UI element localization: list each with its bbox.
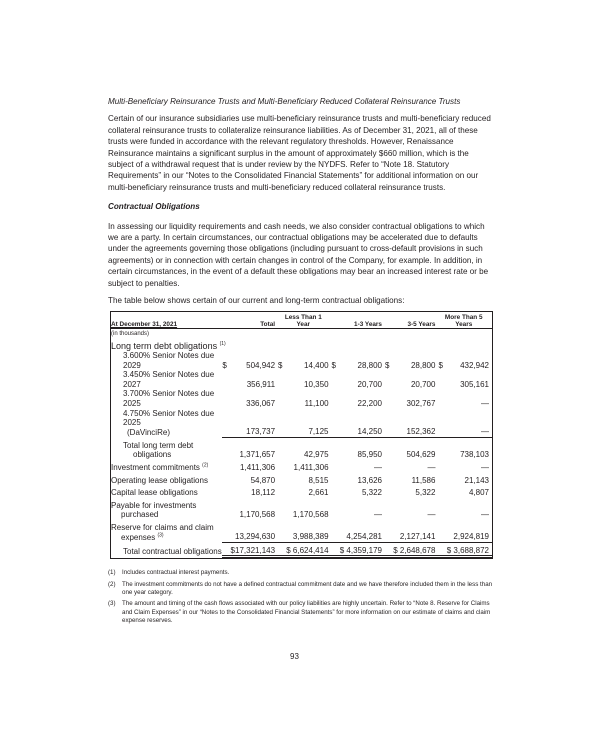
cell-value: 1,371,657 xyxy=(239,450,276,460)
dollar-sign xyxy=(332,542,340,557)
row-label-text: (DaVinciRe) xyxy=(127,427,170,437)
paragraph-contractual: In assessing our liquidity requirements and cash needs, we also consider contractual obligations to which we are a party. In certain circumstances, our contractual obligations may be accelerated due to defaults under the agreements governing those obligations (including pursuant to cross-default provisions in such agreements) or in connection with certain changes in control of the Company, for example. In addition, in certain circumstances, in the event of a default these obligations may bear an increased interest rate or be subject to penalties. xyxy=(108,221,489,288)
row-label-text: Total contractual obligations xyxy=(123,547,222,557)
dollar-sign xyxy=(278,473,286,486)
table-row xyxy=(111,409,492,438)
header-date: At December 31, 2021 xyxy=(111,312,222,329)
ltd-label xyxy=(111,339,492,352)
row-label-text: 3.450% Senior Notes due 2027 xyxy=(123,370,215,389)
header-total: Total xyxy=(222,312,278,329)
table-row xyxy=(111,389,492,408)
table-row xyxy=(111,498,492,520)
table-row xyxy=(111,370,492,389)
cell-value: 18,112 xyxy=(251,488,276,498)
dollar-sign xyxy=(332,409,340,438)
cell-value: 54,870 xyxy=(250,475,276,485)
dollar-sign xyxy=(278,520,286,543)
dollar-sign xyxy=(385,437,393,460)
dollar-sign: $ xyxy=(278,360,283,370)
dollar-sign xyxy=(438,542,446,557)
dollar-sign xyxy=(222,498,230,520)
footnote-2 xyxy=(108,581,494,598)
cell-value: 1,170,568 xyxy=(292,510,329,520)
cell-value: 336,067 xyxy=(246,399,276,409)
row-label xyxy=(111,351,222,370)
ltd-label-text: Long term debt obligations xyxy=(111,340,218,351)
dollar-sign xyxy=(438,520,446,543)
dollar-sign xyxy=(385,520,393,543)
footnote-number: (1) xyxy=(108,569,116,577)
dollar-sign xyxy=(385,460,393,473)
row-label xyxy=(111,460,222,473)
cell-value: $ 2,648,678 xyxy=(393,542,438,557)
dollar-sign xyxy=(278,437,286,460)
header-1-3: 1-3 Years xyxy=(332,312,385,329)
cell-value: — xyxy=(447,409,492,438)
cell-value: 1,411,306 xyxy=(240,462,276,472)
row-label xyxy=(111,370,222,389)
cell-value: 11,586 xyxy=(411,475,436,485)
cell-value: 738,103 xyxy=(460,450,489,460)
dollar-sign xyxy=(222,409,230,438)
page-number: 93 xyxy=(290,652,299,661)
dollar-sign xyxy=(278,370,286,389)
dollar-sign xyxy=(438,485,446,498)
cell-value: 7,125 xyxy=(286,409,331,438)
cell-value: — xyxy=(481,462,489,472)
dollar-sign xyxy=(385,389,393,408)
cell-value: 432,942 xyxy=(460,360,489,370)
footnote-number: (3) xyxy=(108,600,116,608)
row-label xyxy=(111,409,222,438)
footnote-ref: (3) xyxy=(157,531,164,538)
header-3-5: 3-5 Years xyxy=(385,312,438,329)
cell-value: 504,942 xyxy=(246,360,276,370)
dollar-sign xyxy=(332,460,340,473)
cell-value: 85,950 xyxy=(357,450,382,460)
dollar-sign: $ xyxy=(438,360,443,370)
row-label-text: Investment commitments xyxy=(111,462,200,472)
row-label-text: Total long term debt xyxy=(123,440,194,450)
row-label xyxy=(111,520,222,543)
dollar-sign xyxy=(222,542,230,557)
cell-value: 11,100 xyxy=(304,399,329,409)
cell-value: 5,322 xyxy=(415,488,436,498)
row-label-text: 3.600% Senior Notes due 2029 xyxy=(123,351,215,370)
row-label-text: Operating lease obligations xyxy=(111,475,208,485)
cell-value: 1,411,306 xyxy=(293,462,329,472)
cell-value: 504,629 xyxy=(406,450,436,460)
dollar-sign: $ xyxy=(222,360,227,370)
row-label-text: Reserve for claims and claim xyxy=(111,523,214,533)
dollar-sign xyxy=(438,498,446,520)
dollar-sign xyxy=(385,542,393,557)
dollar-sign xyxy=(222,389,230,408)
page-content xyxy=(108,96,496,625)
cell-value: 13,294,630 xyxy=(231,520,279,543)
table-row xyxy=(111,542,492,557)
cell-value: 1,170,568 xyxy=(239,510,276,520)
dollar-sign xyxy=(222,520,230,543)
row-label-text: 3.700% Senior Notes due 2025 xyxy=(123,389,215,409)
dollar-sign xyxy=(332,498,340,520)
dollar-sign xyxy=(385,409,393,438)
dollar-sign xyxy=(385,370,393,389)
cell-value: — xyxy=(373,462,382,472)
cell-value: 10,350 xyxy=(304,379,329,389)
table-row xyxy=(111,485,492,498)
cell-value: 4,807 xyxy=(468,488,489,498)
cell-value: 2,127,141 xyxy=(393,520,438,543)
dollar-sign xyxy=(438,473,446,486)
dollar-sign xyxy=(438,389,446,408)
dollar-sign xyxy=(222,370,230,389)
cell-value: 305,161 xyxy=(460,379,489,389)
dollar-sign xyxy=(438,437,446,460)
cell-value: 2,661 xyxy=(308,488,329,498)
table-header xyxy=(111,312,492,329)
cell-value: 28,800 xyxy=(410,360,436,370)
cell-value: 21,143 xyxy=(464,475,489,485)
dollar-sign xyxy=(438,409,446,438)
dollar-sign xyxy=(332,473,340,486)
cell-value: $17,321,143 xyxy=(231,542,279,557)
cell-value: 152,362 xyxy=(393,409,438,438)
table-row xyxy=(111,520,492,543)
dollar-sign xyxy=(278,409,286,438)
row-label xyxy=(111,437,222,460)
cell-value: 20,700 xyxy=(357,379,382,389)
row-label-text: expenses xyxy=(121,532,156,542)
cell-value: $ 4,359,179 xyxy=(340,542,385,557)
footnote-number: (2) xyxy=(108,580,116,588)
cell-value: 173,737 xyxy=(231,409,279,438)
section-heading-contractual: Contractual Obligations xyxy=(108,202,200,212)
cell-value: 356,911 xyxy=(246,379,276,389)
dollar-sign: $ xyxy=(331,360,336,370)
footnote-text: Includes contractual interest payments. xyxy=(122,569,230,577)
dollar-sign xyxy=(222,485,230,498)
footnote-text: The investment commitments do not have a defined contractual commitment date and we have therefore included them in the less than one year category. xyxy=(122,580,493,596)
dollar-sign xyxy=(385,473,393,486)
row-label-text: purchased xyxy=(121,510,159,520)
dollar-sign xyxy=(332,437,340,460)
units-label: (in thousands) xyxy=(111,330,150,337)
row-label xyxy=(111,485,222,498)
cell-value: — xyxy=(373,510,382,520)
table-row xyxy=(111,460,492,473)
row-label-text: Capital lease obligations xyxy=(111,488,198,498)
row-label xyxy=(111,498,222,520)
cell-value: $ 3,688,872 xyxy=(447,542,492,557)
row-label xyxy=(111,389,222,408)
cell-value: 5,322 xyxy=(361,488,382,498)
table-row xyxy=(111,437,492,460)
header-less-than-1: Less Than 1 Year xyxy=(278,312,331,329)
footnote-ref: (2) xyxy=(202,462,209,469)
row-label-text: Payable for investments xyxy=(111,500,197,510)
dollar-sign xyxy=(222,473,230,486)
dollar-sign xyxy=(438,370,446,389)
row-label xyxy=(111,473,222,486)
cell-value: 13,626 xyxy=(357,475,382,485)
cell-value: 14,400 xyxy=(304,360,329,370)
dollar-sign xyxy=(278,498,286,520)
dollar-sign xyxy=(278,460,286,473)
dollar-sign xyxy=(438,460,446,473)
cell-value: 3,988,389 xyxy=(286,520,331,543)
contractual-obligations-table xyxy=(110,311,493,560)
dollar-sign xyxy=(278,542,286,557)
table-row xyxy=(111,351,492,370)
row-label-text: obligations xyxy=(133,450,172,460)
paragraph-trusts: Certain of our insurance subsidiaries use multi-beneficiary reinsurance trusts and multi-beneficiary reduced collateral reinsurance trusts to collateralize reinsurance liabilities. As of December 31, 2021, all of these trusts were funded in accordance with the relevant regulatory thresholds. However, Renaissance Reinsurance maintains a significant surplus in the amount of approximately $660 million, which is the subject of a withdrawal request that is under review by the NYDFS. Refer to “Note 18. Statutory Requirements” in our “Notes to the Consolidated Financial Statements” for additional information on our multi-beneficiary reinsurance trusts and multi-beneficiary reduced collateral reinsurance trusts. xyxy=(108,114,491,192)
footnote-3 xyxy=(108,600,494,625)
dollar-sign xyxy=(332,485,340,498)
cell-value: 20,700 xyxy=(410,379,436,389)
cell-value: — xyxy=(481,510,489,520)
cell-value: — xyxy=(427,510,436,520)
dollar-sign xyxy=(332,389,340,408)
cell-value: 42,975 xyxy=(304,450,329,460)
cell-value: — xyxy=(427,462,436,472)
cell-value: 22,200 xyxy=(357,399,382,409)
dollar-sign xyxy=(332,520,340,543)
footnote-ref: (1) xyxy=(219,340,226,347)
dollar-sign xyxy=(278,389,286,408)
cell-value: 28,800 xyxy=(357,360,382,370)
row-label xyxy=(111,542,222,557)
table-row xyxy=(111,473,492,486)
dollar-sign xyxy=(278,485,286,498)
footnote-1 xyxy=(108,569,494,577)
cell-value: 302,767 xyxy=(406,399,436,409)
cell-value: 2,924,819 xyxy=(447,520,492,543)
cell-value: $ 6,624,414 xyxy=(286,542,331,557)
dollar-sign xyxy=(332,370,340,389)
dollar-sign xyxy=(385,485,393,498)
cell-value: — xyxy=(481,399,489,409)
dollar-sign xyxy=(222,460,230,473)
section-heading-trusts: Multi-Beneficiary Reinsurance Trusts and Multi-Beneficiary Reduced Collateral Reinsurance Trusts xyxy=(108,97,461,106)
cell-value: 4,254,281 xyxy=(340,520,385,543)
footnote-text: The amount and timing of the cash flows associated with our policy liabilities are highly uncertain. Refer to “Note 8. Reserve for Claims and Claim Expenses” in our “Notes to the Consolidated Financial Statements” for more information on our estimate of claims and claim expense reserves. xyxy=(122,600,491,624)
dollar-sign: $ xyxy=(384,360,390,370)
dollar-sign xyxy=(385,498,393,520)
header-more-than-5: More Than 5 Years xyxy=(438,312,492,329)
dollar-sign xyxy=(222,437,230,460)
row-label-text: 4.750% Senior Notes due 2025 xyxy=(123,408,215,428)
table-intro: The table below shows certain of our current and long-term contractual obligations: xyxy=(108,296,405,306)
cell-value: 8,515 xyxy=(308,475,329,485)
cell-value: 14,250 xyxy=(340,409,385,438)
